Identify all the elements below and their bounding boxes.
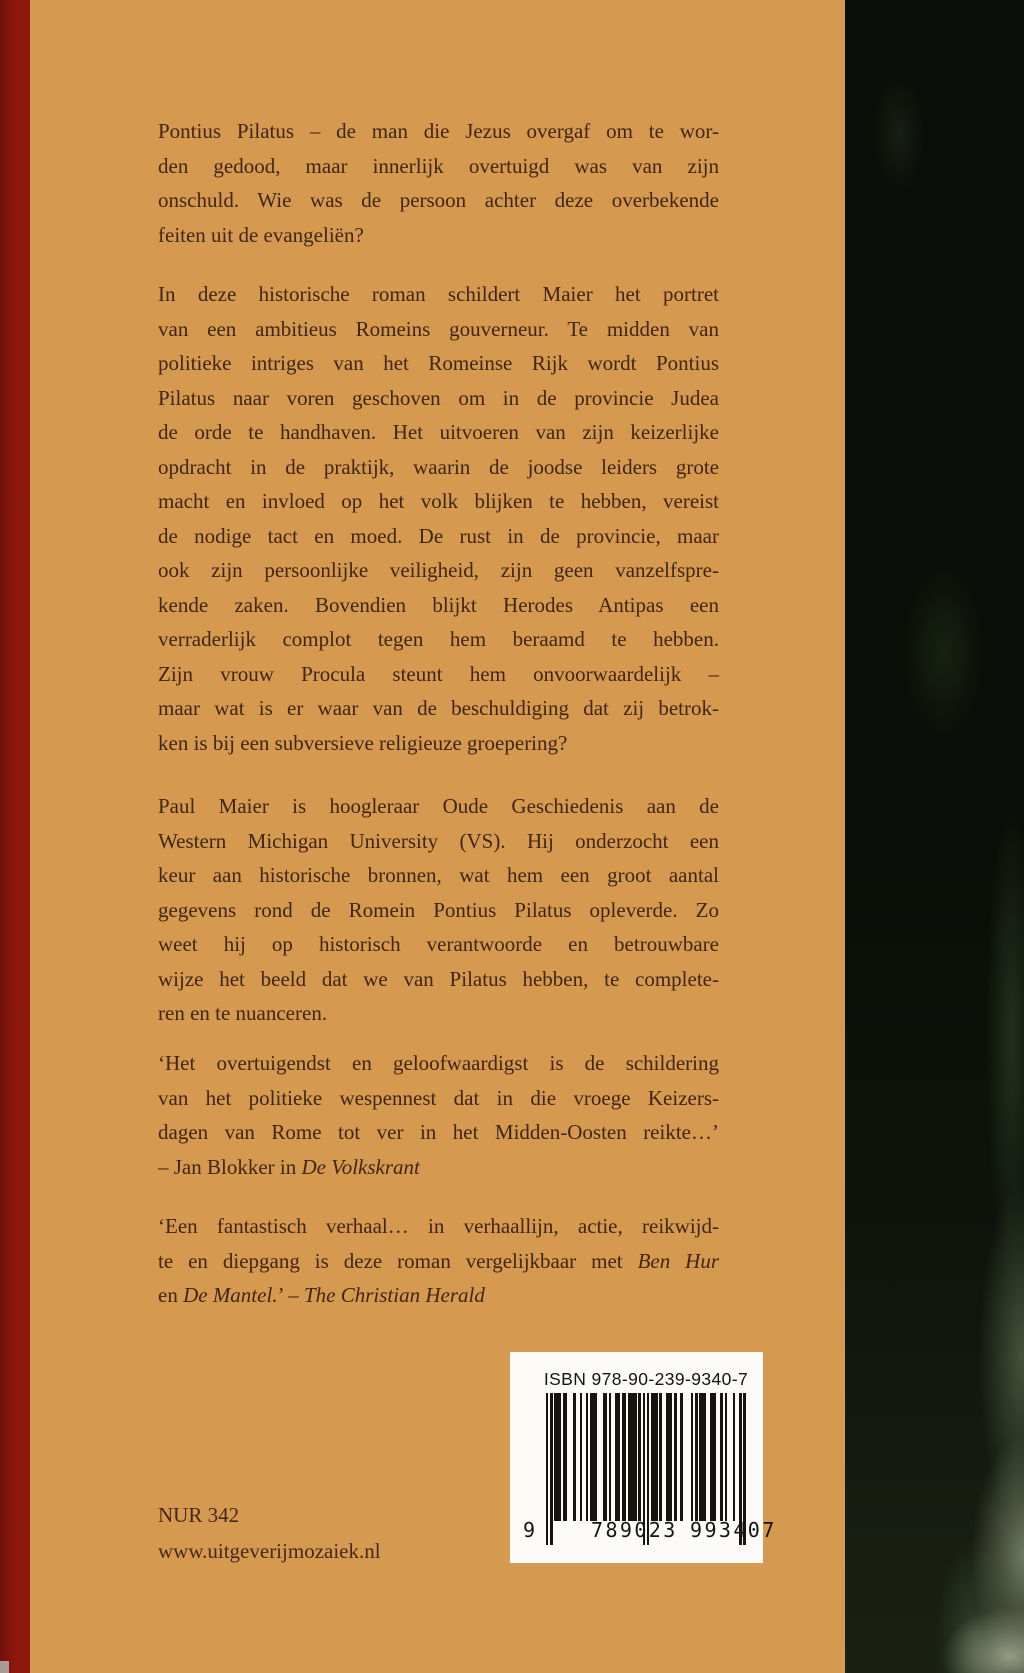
barcode-bar <box>695 1393 697 1521</box>
nur-code: NUR 342 <box>158 1503 240 1527</box>
text-line: ken is bij een subversieve religieuze groepering? <box>158 730 568 755</box>
barcode-bar <box>586 1393 588 1521</box>
barcode-bar <box>655 1393 657 1521</box>
text-line: ‘Het overtuigendst en geloofwaardigst is de schildering <box>158 1051 719 1075</box>
ean-digit-group-1: 789023 <box>591 1518 678 1542</box>
text-line: ‘Een fantastisch verhaal… in verhaallijn, actie, reikwijd- <box>158 1214 719 1238</box>
text-line: Paul Maier is hoogleraar Oude Geschiedenis aan de <box>158 794 719 818</box>
text-line: maar wat is er waar van de beschuldiging dat zij betrok- <box>158 696 719 720</box>
cover-photo-strip <box>845 0 1024 1673</box>
barcode-bar <box>704 1393 706 1521</box>
barcode-bar <box>634 1393 636 1521</box>
footer-left <box>158 1503 498 1563</box>
text-line: opdracht in de praktijk, waarin de joodse leiders grote <box>158 454 719 479</box>
barcode-bar <box>680 1393 682 1521</box>
paragraph <box>158 1046 719 1184</box>
barcode-bar <box>725 1393 727 1521</box>
text-line: Zijn vrouw Procula steunt hem onvoorwaardelijk – <box>158 661 719 686</box>
text-line: Western Michigan University (VS). Hij onderzocht een <box>158 828 719 853</box>
paragraph <box>158 1209 719 1313</box>
ean-digit-first: 9 <box>523 1518 538 1542</box>
text-line: kende zaken. Bovendien blijkt Herodes Antipas een <box>158 592 719 617</box>
barcode-bar <box>605 1393 607 1521</box>
paragraph <box>158 114 719 252</box>
publisher-website: www.uitgeverijmozaiek.nl <box>158 1539 381 1563</box>
text-line: keur aan historische bronnen, wat hem een groot aantal <box>158 863 719 887</box>
barcode-bar <box>550 1393 552 1545</box>
barcode-bar <box>573 1393 575 1521</box>
barcode-bar <box>691 1393 693 1521</box>
barcode-panel <box>510 1352 777 1563</box>
text-line: te en diepgang is deze roman vergelijkbaar met Ben Hur <box>158 1248 719 1273</box>
text-line: dagen van Rome tot ver in het Midden-Oosten reikte…’ <box>158 1120 719 1144</box>
text-line: feiten uit de evangeliën? <box>158 222 364 247</box>
barcode-bar <box>733 1393 735 1521</box>
text-line: ren en te nuanceren. <box>158 1001 328 1025</box>
text-line: van het politieke wespennest dat in die vroege Keizers- <box>158 1085 719 1110</box>
text-line: en De Mantel.’ – The Christian Herald <box>158 1283 485 1307</box>
text-line: Pontius Pilatus – de man die Jezus overgaf om te wor- <box>158 119 719 143</box>
barcode-bar <box>594 1393 596 1521</box>
text-line: Pilatus naar voren geschoven om in de provincie Judea <box>158 385 719 410</box>
barcode-bar <box>674 1393 676 1521</box>
text-line: den gedood, maar innerlijk overtuigd was van zijn <box>158 153 719 178</box>
barcode-bar <box>565 1393 567 1521</box>
barcode-bar <box>670 1393 672 1521</box>
text-line: macht en invloed op het volk blijken te hebben, vereist <box>158 489 719 513</box>
isbn-label: ISBN 978-90-239-9340-7 <box>543 1369 749 1389</box>
spine-red-strip <box>0 0 30 1673</box>
barcode-bar <box>638 1393 640 1521</box>
barcode-bar <box>624 1393 626 1521</box>
text-line: politieke intriges van het Romeinse Rijk wordt Pontius <box>158 351 719 375</box>
barcode-bar <box>559 1393 561 1521</box>
barcode-bar <box>580 1393 582 1521</box>
barcode-bar <box>720 1393 722 1521</box>
text-line: wijze het beeld dat we van Pilatus hebben, te complete- <box>158 966 719 991</box>
text-line: de nodige tact en moed. De rust in de provincie, maar <box>158 523 719 548</box>
paragraph <box>158 789 719 1031</box>
text-line: – Jan Blokker in De Volkskrant <box>158 1154 420 1179</box>
text-line: onschuld. Wie was de persoon achter deze overbekende <box>158 188 719 212</box>
barcode-bar <box>617 1393 619 1521</box>
text-line: de orde te handhaven. Het uitvoeren van zijn keizerlijke <box>158 420 719 444</box>
text-line: weet hij op historisch verantwoorde en betrouwbare <box>158 932 719 956</box>
text-line: gegevens rond de Romein Pontius Pilatus opleverde. Zo <box>158 897 719 922</box>
paragraph <box>158 277 719 760</box>
text-line: van een ambitieus Romeins gouverneur. Te midden van <box>158 316 719 341</box>
ean-digit-group-2: 993407 <box>690 1518 777 1542</box>
text-line: verraderlijk complot tegen hem beraamd te hebben. <box>158 627 719 651</box>
bottom-left-edge-mark <box>0 1661 9 1673</box>
barcode-bar <box>659 1393 661 1521</box>
barcode-bar <box>714 1393 716 1521</box>
barcode-bar <box>546 1393 548 1545</box>
barcode-bar <box>609 1393 611 1521</box>
text-line: ook zijn persoonlijke veiligheid, zijn geen vanzelfspre- <box>158 558 719 582</box>
text-line: In deze historische roman schildert Maier het portret <box>158 282 719 306</box>
